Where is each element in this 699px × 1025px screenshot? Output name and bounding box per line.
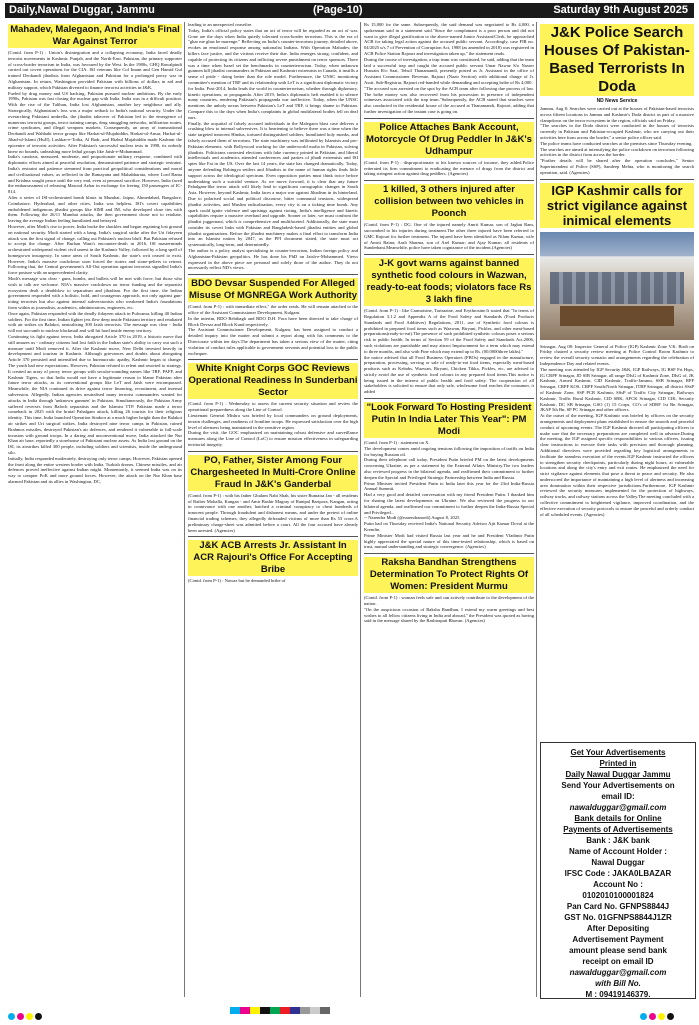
paragraph: (Contd. from P-1) : like Carmoisine, Tartrazine, and Erythrosine.It stated that "In terms of Regulation 3.1.2 and Appendix A of the Food Safety and Standards (Food Products Standards and Food Additives) Regulations, 2011, use of Synthetic food colours is prohibited in prepared food items such as Wazwan, Biryani, Pickles, and other meat-based preparations(ready-to-eat).The presence of such prohibited synthetic colours poses a serious risk to public health. In terms of Section 59 of the Food Safety and Standards Act,2006, such violations are punishable and may attract Imprisonment for a term which may extend to three months, and also with Fine which may extend up to Rs. (00,0000three lakhs)." xyxy=(364,308,534,354)
paragraph: "Further details will be shared after the operation concludes," Senior Superintendent of Police (SSP), Sandeep Mehta, who is monitoring the search operation, said. (Agencies) xyxy=(540,158,694,175)
divider xyxy=(188,451,358,452)
column-4 xyxy=(540,22,694,738)
article-headline: J&K ACB Arrests Jr. Assistant In ACR Rajouri's Office For Accepting Bribe xyxy=(188,540,358,576)
ad-line: receipt on email ID xyxy=(582,957,654,966)
paragraph: During their telephone call today, President Putin briefed PM on the latest developments concerning Ukraine, as per a statement by the External Affairs Ministry.The two leaders also reviewed progress in the bilateral agenda, and reaffirmed their commitment to further deepen the Special and Privileged Strategic Partnership between India and Russia. xyxy=(364,457,534,480)
paragraph: Had a very good and detailed conversation with my friend President Putin. I thanked him for sharing the latest developments on Ukraine. We also reviewed the progress in our bilateral agenda, and reaffirmed our commitment to further deepen the India-Russia Special and Privileged... xyxy=(364,492,534,515)
paragraph: "The searches in the Doda district were conducted in the houses of terrorists currently in Pakistan and Pakistan-occupied Kashmir, who are carrying out their activities here from across the border," a senior police officer said. xyxy=(540,123,694,140)
column-rule xyxy=(536,22,537,997)
paragraph: "The accused was arrested on the spot by the ACB team after following due process of law. The bribe money was also recovered from his possession in presence of independent witnesses associated with the trap team."Subsequently, the ACB stated that searches were also conducted in the residential house of the accused at Thanamandi, Rajouri, adding that further investigation of the instant case is going on. xyxy=(364,85,534,114)
ad-line: Get Your Advertisements xyxy=(570,748,666,757)
column-2 xyxy=(188,22,358,997)
ad-email: nawalduggar@gmail.com xyxy=(569,803,667,812)
masthead-title: Daily,Nawal Duggar, Jammu xyxy=(9,4,155,16)
paragraph: Once again, Pakistan responded with the deadly fidayeen attack in Pulwama, killing 40 Indian soldiers. For the first time, Indian fighter jets flew deep inside Pakistani territory and retaliated with air strikes on Balakot, neutralising 300 Jaish terrorists. The message was clear - India will not succumb to nuclear blackmail and will hit hard inside enemy territory. xyxy=(8,310,182,334)
paragraph: However, after Modi's rise to power, India broke the shackles and began regaining lost ground on national security. Modi started with a bang. India's surgical strike after the Uri fidayeen attack was the first signal of change, calling out Pakistan's nuclear bluff. But Pakistan refused to accept the change. After Burhan Wani's encounter-death in 2016, ISI masterminds orchestrated widespread violent civil unrest in the Kashmir Valley, followed by a long spell of homegrown insurgency. In some areas of South Kashmir, the state's writ ceased to exist. However, India's massive crackdown soon forced the rioters and stone-pelters to retreat. Following that, the Central government's All-Out operation against terrorists signalled India's force posture with an unprecedented clarity. xyxy=(8,223,182,276)
ad-line: Advertisement Payment xyxy=(572,935,664,944)
color-dots-right xyxy=(640,1007,676,1025)
lead-headline: J&K Police Search Houses Of Pakistan-Based Terrorists In Doda xyxy=(540,24,694,96)
ad-line: Nawal Duggar xyxy=(591,858,645,867)
paragraph: (Contd. from P-1) : Wednesday to assess the current security situation and review the operational preparedness along the Line of Control. xyxy=(188,401,358,413)
paragraph: the notice advised that all Food Business Operators (FBOs) engaged in the manufacture, preparation, processing, serving or sale of ready-to-eat food items, especially meat-based products such as Kebabs, Wazwan, Biryani, Chicken Tikka, Pickles, etc, are advised to strictly avoid the use of synthetic food colours in any prepared food items.This notice is being issued in the interest of public health and food safety. The cooperation of all stakeholders is solicited to ensure that only safe, wholesome food reaches the consumer, it added xyxy=(364,354,534,395)
article-headline: Mahadev, Malegaon, And India's Final War Against Terror xyxy=(8,24,182,48)
ad-line: Printed in xyxy=(599,759,637,768)
byline: ND News Service xyxy=(596,98,638,104)
column-rule xyxy=(184,22,185,997)
paragraph: Fueled by drug money and US backing, Pakistan pursued nuclear ambitions. By the early 1990s, Pakistan was fast closing the nuclear gap with India. India was in a difficult position. With the rise of the Taliban, India lost Afghanistan, another key neighbour and ally. Strategically, Afghanistan's loss was a major setback to India's national security. Under the overarching Pakistani umbrella, the jihadist takeover of Pakistan led to the emergence of numerous terrorist groups, terror training camps, drug smuggling networks, infiltration routes, crime syndicates, and illegal weapons markets. Consequently, an array of transnational Deobandi and Wahhabi terror groups like Harkat-ul-Mujahiddin, Harkat-ul-Ansar, Harkat-ul-Jihad-ul-Islami (HuJI), Lashkar-e-Toiba, Al Badr, and Hizbul Mujahiddin made Kashmir the epicentre of terrorist activities. After Pakistan's successful nuclear tests in 1998, its nobody knew no bounds, unleashing more lethal groups like Jaish-e-Mohammad. xyxy=(8,90,182,154)
paragraph: (Contd. from P-1) : Union's disintegration and a collapsing economy, India faced deadly terrorist movements in Kashmir, Punjab, and the North-East. Pakistan, the primary supporter of cross-border terrorism in India, was favoured by the West. In the 1980s, GHQ Rawalpindi carried out covert operations for the CIA. ISI veterans like Col Imam and Gen Hamid Gul trained Deobandi jihadists from Afghanistan and Pakistan for a prolonged proxy war in Afghanistan. In return, Washington provided Pakistan with billions of dollars in aid and military support, which Pakistan diverted to finance terrorist activities in J&K. xyxy=(8,50,182,90)
column-1 xyxy=(8,22,182,997)
color-bar xyxy=(230,1007,330,1014)
article-headline: IGP Kashmir calls for strict vigilance against inimical elements xyxy=(540,183,694,228)
column-rule xyxy=(360,22,361,997)
paragraph: Initially, India responded moderately, destroying only terror camps. However, Pakistan opened the front along the entire western border with India. Turkish drones, Chinese missiles, and air defences proved ineffective against Indian might. Momentarily, it seemed India was on its way to conquer PoK and more ground forces. However, the attack on the Nur Khan base alarmed Pakistan and its allies in Washington, DC, xyxy=(8,455,182,484)
ad-line: Payments of Advertisements xyxy=(563,825,673,834)
advertisement-box xyxy=(540,742,696,999)
ad-line: 0102010100001824 xyxy=(582,891,654,900)
paragraph: Prime Minister Modi had visited Russia last year and he and President Vladimir Putin highly appreciated the special nature of this time-tested relationship, which is based on trust, mutual understanding and strategic convergence. (Agencies) xyxy=(364,532,534,550)
article-headline: "Look Forward To Hosting President Putin In India Later This Year": PM Modi xyxy=(364,402,534,438)
paragraph: The development comes amid ongoing tensions following the imposition of tariffs on India for buying Russian oil. xyxy=(364,445,534,457)
paragraph: The searches are aimed at intensifying the police crackdown on terrorism following activities in the district from across the border. xyxy=(540,146,694,158)
paragraph: (Contd. from P-1) : woman feels safe and can actively contribute to the development of the nation. xyxy=(364,595,534,607)
ad-line: Send Your Advertisements on xyxy=(561,781,675,790)
article-headline: BDO Devsar Suspended For Alleged Misuse Of MGNREGA Work Authority xyxy=(188,278,358,302)
article-headline: White Knight Corps GOC Reviews Operational Readiness In Sunderbani Sector xyxy=(188,363,358,399)
ad-line: with Bill No. xyxy=(595,979,641,988)
masthead-bar xyxy=(5,3,694,18)
article-headline: J-K govt warns against banned synthetic food colours in Wazwan, ready-to-eat foods; violators face Rs 3 lakh fine xyxy=(364,258,534,306)
ad-line: Name of Account Holder : xyxy=(569,847,667,856)
divider xyxy=(364,254,534,255)
divider xyxy=(364,398,534,399)
article-headline: PO, Father, Sister Among Four Chargesheeted In Multi-Crore Online Fraud In J&K's Ganderbal xyxy=(188,455,358,491)
article-body xyxy=(8,50,182,485)
page-number: (Page-10) xyxy=(313,4,363,16)
ad-line: Bank : J&K bank xyxy=(586,836,650,845)
column-3 xyxy=(364,22,534,997)
ad-line: email ID: xyxy=(601,792,635,801)
paragraph: "On the auspicious occasion of Raksha Bandhan, I extend my warm greetings and best wishes to all fellow citizens living in India and abroad," the President was quoted as having said in the message shared by the Rashtrapati Bhavan. (Agencies) xyxy=(364,606,534,624)
ad-line: Pan Card No. GFNPS8844J xyxy=(566,902,670,911)
article-headline: 1 killed, 3 others injured after collision between two vehicles in Poonch xyxy=(364,184,534,220)
paragraph: Today, India's official policy states that an act of terror will be regarded as an act of war. Gone are the days when India quietly tolerated cross-border terrorism. This is the era of "ghar me ghus ke marenge." Reflecting on India's counter-terrorism journey, detailed above, evokes an emotional response among nationalist Indians. With Operation Mahadev, the killers face justice, and the victims receive their due. India emerges strong, confident, and capable of protecting its citizens and inflicting severe punishment on terror sponsors. There was a time when Israel set the benchmarks in counterterrorism. Today, when unknown gunmen kill jihadist commanders in Pakistan and Kashmiri extremists in Canada, it instills a sense of pride - doing better than the role model. Furthermore, the UNSC monitoring committee's mention of TRF and its relationship with LeT is a significant diplomatic victory for India. Post-2014, India leads the world in counterterrorism, whether through diplomacy, kinetic operations, or propaganda. After 2019, India's diplomatic heft enabled it to silence many countries, rendering Pakistan's propaganda war ineffective. Today, when the UNSC mentions the unholy nexus between Pakistan's LeT and TRF, it brings shame to Pakistan. Compare this to the days when India's complaints in global multilateral bodies fell on deaf ears. xyxy=(188,27,358,120)
ad-line: Daily Nawal Duggar Jammu xyxy=(565,770,671,779)
paragraph: Putin had on Thursday received India's National Security Advisor Ajit Kumar Doval at the Kremlin. xyxy=(364,521,534,533)
paragraph: The police teams have conducted searches at the premises since Thursday evening. xyxy=(540,140,693,146)
paragraph: Modi's message was clear - guns, bombs, and bullets will be met with force, but those who wish to talk are welcome. NIA's massive crackdown on terror funding and the separatist ecosystem dealt a deathblow to separatism and jihadism. For the first time, the Indian government responded with a holistic, bold, and courageous approach, not only against gun-toting terrorists but also against internal subversionists who weakened India's foundations from within as journalists, academics, administrators, engineers, etc. xyxy=(8,276,182,311)
paragraph: The Assistant Commissioner Development, Kulgam, has been assigned to conduct a detailed inquiry into the matter and submit a report along with his comments to the Directorate within ten days.The department has taken a serious view of the matter, citing violation of conduct rules applicable to government servants and potential loss to the public exchequer. xyxy=(188,327,358,356)
paragraph: Finally, the acquittal of falsely accused individuals in the Malegaon blast case delivers a crushing blow to internal subversives. It is heartening to believe there was a time when the state targeted innocent Hindus, tortured distinguished soldiers, humiliated holy monks, and falsely accused them of terrorism. The state machinery was infiltrated by Islamists and pro-Pakistan elements, with Bollywood working for the underworld mafia in Pakistan, solving jihadists. Politicians contested elections with fake currency printed in Pakistan, and liberal intellectuals and academics attended conferences and parties of jihadi extremists and ISI spies like Fai in the US. Over the last 14 years, the state has changed dramatically. Today, anyone defending Rohingya settlers and Jihadists in the name of human rights finds little support across the ideological spectrum. Even opposition parties must think twice before undertaking such a suicidal venture. As we move forward, it is clear that any future Pahalgam-like terror attack will likely lead to significant cartographic changes in South Asia. However, beyond Kashmir, India faces a major war against Jihadism in its hinterland. Due to polarised social and political discourse, bitter communal tensions, widespread jihadist activities, and Muslim radicalisation, every city is on a ticking time bomb. Any spark could ignite violence and uprisings against rioting. India's intelligence and kinetic capabilities require a massive overhaul and upgrade. Sooner or later, we must confront the jihadist juggernaut, which is comprehensive and multifaceted. Additionally, the state must consider its covert links with Pakistan and Bangladesh-based jihadist entities and global jihadist organisations. Before the jihadist machinery makes a final effort to transform India into an Islamist nation by 2047, as the PFI document stated, the state must act systematically, long-term, and determinedly. xyxy=(188,120,358,248)
paragraph: India's cautious, measured, moderate, and proportionate military response, combined with diplomatic efforts aimed at peaceful resolution, demonstrated patience and strategic restraint. India's restraint and patience stemmed from practical geopolitical considerations and moral and civilisational values, as reflected in the Ramayana and Mahabharata, where Lord Rama and Krishna sought peace until the very end, even at personal sacrifice. However, India faced the embarrassment of releasing Masood Azhar in exchange for freeing 150 passengers of IC-814. xyxy=(8,154,182,195)
paragraph: Lieutenant General Mishra was briefed by local commanders on ground deployments, terrain challenges, and readiness of frontline troops. He expressed satisfaction over the high level of alertness being maintained in the sensitive region. xyxy=(188,413,358,430)
paragraph: During the course of investigation, a trap team was constituted, he said, adding that the team laid a successful trap and caught the accused public servant Umar Nawaz S/o Nasser Hussain R/o Saat, Tehsil Thanamandi, presently posted as Jr. Assistant in the office of Assistant Commissioner Revenue, Rajouri (Nazir Section) with additional charge of Jr. Asstt. Sub-Registrar, Rajouri red-handed while demanding and accepting bribe of Rs 4,000. xyxy=(364,56,534,85)
article-headline: Police Attaches Bank Account, Motorcycle Of Drug Peddler In J&K's Udhampur xyxy=(364,122,534,158)
ad-line: IFSC Code : JAKA0LBAZAR xyxy=(564,869,672,878)
ad-email: nawalduggar@gmail.com xyxy=(569,968,667,977)
paragraph: leading to an unexpected ceasefire. xyxy=(188,22,253,27)
divider xyxy=(364,118,534,119)
paragraph: Jammu, Aug 8: Searches were carried out at the houses of Pakistan-based terrorists across fifteen locations in Jammu and Kashmir's Doda district as part of a massive clampdown on the terror ecosystem in the region, officials said on Friday. xyxy=(540,106,694,123)
ad-line: After Depositing xyxy=(586,924,650,933)
paragraph: (Contd. from P-1) : DG. One of the injured namely Amrit Kumar, son of Jagbat Ram, succumbed to his injuries during treatment.The other three injured have been referred to GMC Rajouri for further treatment. The injured have been identified as Nilam Kumar, wife of Amrit Raina; Aash Sharma, son of Arel Kumar; and Ajay Kumar; all residents of Sunderbani.Meanwhile, police have taken cognizance of the incident.(Agencies) xyxy=(364,222,534,251)
color-dots-left xyxy=(8,1007,44,1025)
divider xyxy=(188,359,358,360)
ad-line: GST No. 01GFNPS8844J1ZR xyxy=(564,913,672,922)
ad-line: Bank details for Online xyxy=(574,814,662,823)
paragraph: Srinagar, Aug 08: Inspector General of Police (IGP) Kashmir Zone V.K. Birdi on Friday chaired a security review meeting at Police Control Room Kashmir to review the overall security scenario and arrangements regarding the celebration of Independence Day and related events. xyxy=(540,343,694,366)
print-registration-marks xyxy=(0,1004,699,1018)
paragraph: The meeting was attended by IGP Security J&K, IGP Railways, IG BSF Frt Hqrs, IG CRPF Srinagar, JD SIB Srinagar, all range DIsG of Kashmir Zone, DIsG of, JK Kashmir, Armed Kashmir, CID Kashmir, Traffic-Jammu, SSB Srinagar, RPF Srinagar, CRPF KOS, CRPF South/North Srinagar, ITBP Srinagar, all district SSsP of Kashmir Zone, SSP PCR Kashmir, SSsP of Traffic City Srinagar, Railways Kashmir, Traffic Rural Kashmir, CID SBK, AFCK Srinagar, CID CIK, Security Kashmir, DC SB Srinagar, GSO (1) 15 Corps, CO's of SDRF 1st Bn Srinagar, JKAP 5th Bn, SP PC Srinagar and other officers. xyxy=(540,366,694,413)
ad-phone: M : 09419146379. xyxy=(585,990,651,999)
ad-line: amount please send bank xyxy=(569,946,667,955)
divider xyxy=(188,274,358,275)
paragraph: At the outset of the meeting, IGP Kashmir was briefed by officers on the security arrangements and deployment plans established to ensure the smooth and peaceful conduct of upcoming events. The IGP Kashmir directed all participating officers to make sure that the necessary preparations are completed well in advance.During the meeting, the IGP assigned specific responsibilities to various officers, issuing clear instructions to execute their tasks with precision and thorough planning. Additional directives were provided regarding key logistical arrangements to facilitate the seamless execution of the events.IGP Kashmir instructed the officers to strengthen security checkpoints, particularly during night hours, at vulnerable locations and along the city's entry and exit routes. He emphasized the need for strict vigilance against elements that pose a threat to peace and security. He also underscored the importance of maintaining a high level of alertness and increasing area domination within their respective jurisdictions.Furthermore, IGP Kashmir reviewed the security measures implemented for the protection of highways, railway tracks, and railway stations across the Valley.The meeting concluded with a collective commitment to heightened vigilance, improved coordination, and the effective execution of security protocols to ensure the peaceful and orderly conduct of all scheduled events. (Agencies) xyxy=(540,413,694,517)
paragraph: -- Narendra Modi (@narendramodi) August 8, 2025 xyxy=(364,515,460,521)
paragraph: (Contd. from P-1) : Nawaz but he demanded bribe of xyxy=(188,578,286,584)
paragraph: Prime Minister invited President Putin to India later this year for the 23rd India-Russia Annual Summit. xyxy=(364,480,534,492)
issue-date: Saturday 9th August 2025 xyxy=(553,4,688,16)
paragraph: Continuing its fight against terror, India abrogated Article 370 in 2019, a historic move that still amazes us - ordinary citizens had lost faith in the Indian state's ability to carry out such a measure until Modi removed it. After the Kashmir move, New Delhi invested heavily in development and tourism in Kashmir. Although grievances and doubts about abrogating Article 370 persisted and intensified due to bureaucratic apathy, Kashmir began to change. The youth had new expectations. However, Pakistan refused to relent and resorted to strategy. It created an array of proxy terror groups with secular-sounding names like TRF, PAFF, and Kashmir Tigers, so that India would not have a legitimate reason to blame Pakistan after future terror attacks, as its conventional groups like LeT and Jaish were encompassed. Meanwhile, the NIA continued its drive against terror financing, recruitment, and internal subversion. Allegedly, Indian agencies neutralised many terrorist commanders wanted for attacks in India through 'unknown gunmen' in Pakistan. Simultaneously, the Pakistan Army suffered reverses from Baloch separatists and the Islamist TTP. Pakistan made a terror comeback in 2025 with the brutal Pahalgam attack, killing 26 tourists for their religious identity. This time, India launched Operation Sindoor at a much higher height than the Balakot air strikes and Uri surgical strikes. India destroyed nine terror camps in Pakistan, ruined Brahmos missiles, destroyed Pakistan's air defences, and rendered it vulnerable to full-scale invasion with ground troops. In a daring and unconventional move, India attacked the Nur Khan air base, reportedly a storehouse of Pakistani nuclear assets. As India lost ground on the ISI, its airstrikes killed 300 people, including soldiers and scientists, inside the underground silo. xyxy=(8,334,182,455)
ad-line: Account No : xyxy=(593,880,643,889)
paragraph: (Contd. from P-1) : statement on X. xyxy=(364,440,430,446)
paragraph: During the visit, the GOC emphasized on maintaining robust defensive and surveillance measures along the Line of Control (LoC) to ensure mission effectiveness in safeguarding territorial integrity. xyxy=(188,430,358,448)
meeting-photo xyxy=(540,232,694,340)
paragraph: The author is a policy analyst specialising in counter-terrorism, Indian foreign policy and Afghanistan-Pakistan geopolitics. He has done his PhD on Jaish-e-Mohammed. Views expressed in the above piece are personal and solely those of the author. They do not necessarily reflect ND's views. xyxy=(188,248,358,271)
paragraph: After a series of ISI-orchestrated bomb blasts in Mumbai, Jaipur, Ahmedabad, Bangalore, Coimbatore, Hyderabad, and other cities, India was helpless. ISI's covert capabilities emboldened indigenous jihadist groups like SIMI and IM, who developed close ties with them. Following the 26/11 Mumbai attacks, the then government chose not to retaliate, leaving the average Indian feeling humiliated and betrayed. xyxy=(8,194,182,224)
divider xyxy=(188,536,358,537)
paragraph: (Contd. from P-1) : with his father Ghulam Nabi Shah, his sister Rumaisa Jan - all residents of Rather Mohalla, Kangan - and Amir Bashir Magray of Ranipal Baripora, Kangan, acting in connivance with one another, hatched a criminal conspiracy to cheat hundreds of innocent people. Through fraudulent and dishonest means, and under the pretext of online financial trading schemes, they allegedly defrauded victims of more than Rs 53 crore.A preliminary charge-sheet was admitted before a court. All the four accused have already been arrested. (Agencies) xyxy=(188,492,358,533)
article-headline: Raksha Bandhan Strengthens Determination To Protect Rights Of Women: President Murmu xyxy=(364,557,534,593)
paragraph: In the interim, BDO Behibagh and BDO D.H. Pora have been directed to take charge of Block Devsar and Block Kund respectively. xyxy=(188,315,358,327)
paragraph: (Contd. from P-1) : with immediate effect," the order reads. He will remain attached to the office of the Assistant Commissioner Development, Kulgam. xyxy=(188,304,358,316)
paragraph: Rs 15,000 for the same. Subsequently, the said demand was negotiated to Rs 4,000, a spokesman said in a statement said."Since the complainant is a poor person and did not want to give illegal gratification to the above-named Junior Assistant/Clerk, he approached ACB for taking legal action against the accused public servant. Accordingly, case FIR no. 04/2025 u/s 7 of Prevention of Corruption Act, 1988 (as amended in 2018) was registered in ACB Police Station Rajouri and investigation taken up," the statement reads. xyxy=(364,22,534,56)
divider xyxy=(364,180,534,181)
divider xyxy=(540,179,694,180)
divider xyxy=(364,553,534,554)
paragraph: (Contd. from P-1) : disproportionate to his known sources of income, they added.Police reiterated its firm commitment to eradicating the menace of drugs from the district and taking stringent action against drug peddlers. (Agencies) xyxy=(364,159,534,177)
